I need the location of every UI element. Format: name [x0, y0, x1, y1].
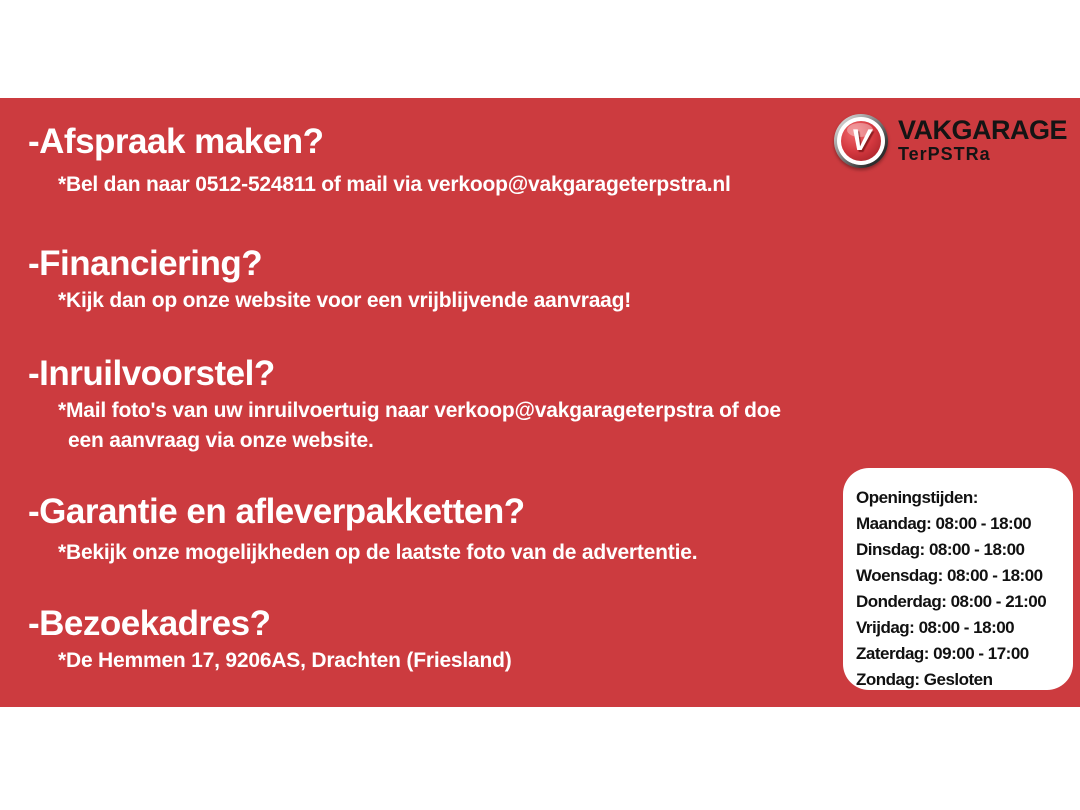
badge-v-letter: V: [848, 124, 874, 157]
info-panel: [0, 98, 1080, 707]
brand-wordmark: [898, 116, 1067, 164]
section-garantie-line: *Bekijk onze mogelijkheden op de laatste foto van de advertentie.: [58, 541, 698, 564]
section-financiering-heading: -Financiering?: [28, 244, 263, 283]
section-afspraak-heading: -Afspraak maken?: [28, 122, 324, 161]
section-inruilvoorstel-line-1: *Mail foto's van uw inruilvoertuig naar verkoop@vakgarageterpstra of doe: [58, 399, 781, 422]
opening-hours-thursday: Donderdag: 08:00 - 21:00: [856, 592, 1047, 611]
opening-hours-sunday: Zondag: Gesloten: [856, 670, 993, 689]
badge-white-ring: [837, 117, 885, 165]
section-financiering-line: *Kijk dan op onze website voor een vrijblijvende aanvraag!: [58, 289, 632, 312]
vakgarage-badge-icon: [834, 114, 888, 168]
section-inruilvoorstel-heading: -Inruilvoorstel?: [28, 354, 275, 393]
brand-logo: [834, 114, 1067, 168]
opening-hours-monday: Maandag: 08:00 - 18:00: [856, 514, 1032, 533]
badge-red-core: [841, 121, 881, 161]
opening-hours-box: [843, 468, 1073, 690]
section-garantie-heading: -Garantie en afleverpakketten?: [28, 492, 525, 531]
section-afspraak-line: *Bel dan naar 0512-524811 of mail via verkoop@vakgarageterpstra.nl: [58, 173, 731, 196]
section-bezoekadres-heading: -Bezoekadres?: [28, 604, 271, 643]
opening-hours-wednesday: Woensdag: 08:00 - 18:00: [856, 566, 1043, 585]
opening-hours-saturday: Zaterdag: 09:00 - 17:00: [856, 644, 1029, 663]
brand-subname: TerPSTRa: [898, 144, 991, 164]
opening-hours-tuesday: Dinsdag: 08:00 - 18:00: [856, 540, 1025, 559]
section-bezoekadres-line: *De Hemmen 17, 9206AS, Drachten (Friesland): [58, 649, 512, 672]
section-inruilvoorstel-line-2: een aanvraag via onze website.: [68, 429, 374, 452]
opening-hours-friday: Vrijdag: 08:00 - 18:00: [856, 618, 1015, 637]
brand-name: VAKGARAGE: [898, 115, 1068, 145]
opening-hours-title: Openingstijden:: [856, 488, 978, 507]
